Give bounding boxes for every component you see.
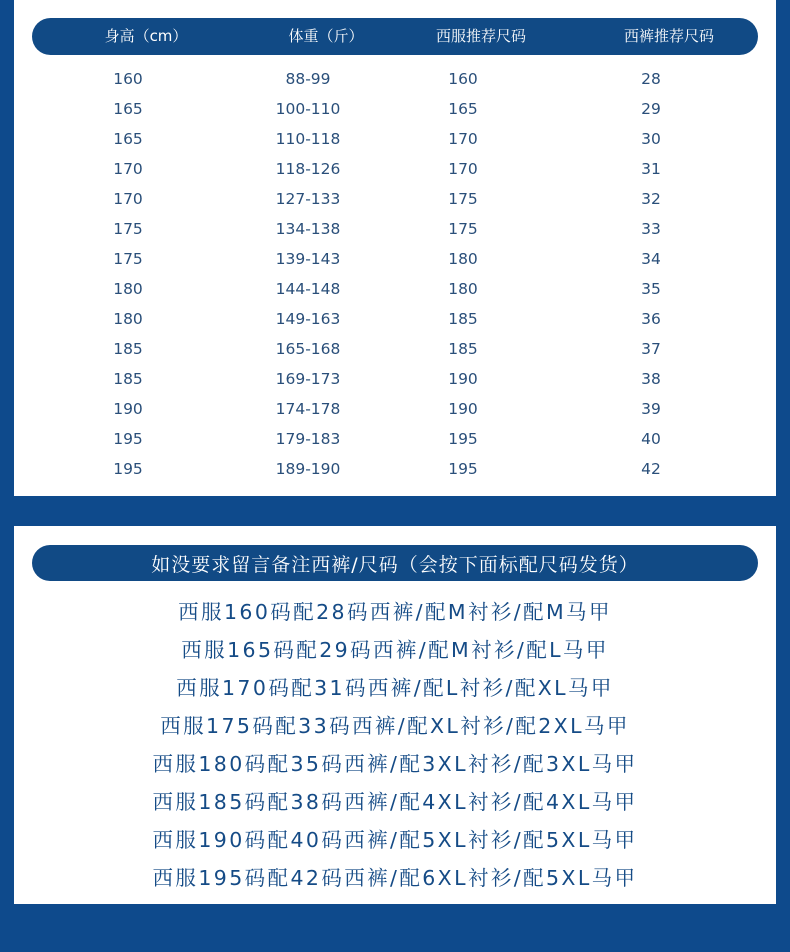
cell-weight: 134-138: [275, 220, 341, 238]
cell-suit-size: 175: [448, 190, 478, 208]
cell-height: 195: [113, 430, 143, 448]
header-weight: 体重（斤）: [288, 27, 364, 45]
cell-trouser-size: 36: [641, 310, 661, 328]
cell-height: 170: [113, 190, 143, 208]
cell-trouser-size: 29: [641, 100, 661, 118]
cell-trouser-size: 31: [641, 160, 661, 178]
cell-trouser-size: 40: [641, 430, 661, 448]
pairing-panel: [14, 526, 776, 904]
cell-weight: 127-133: [275, 190, 341, 208]
pairing-line: 西服160码配28码西裤/配M衬衫/配M马甲: [178, 600, 612, 624]
cell-height: 195: [113, 460, 143, 478]
cell-weight: 189-190: [275, 460, 341, 478]
size-table-panel: [14, 0, 776, 496]
cell-suit-size: 185: [448, 340, 478, 358]
size-table-header: [32, 18, 758, 55]
table-row: [14, 244, 776, 274]
cell-trouser-size: 37: [641, 340, 661, 358]
pairing-title: 如没要求留言备注西裤/尺码（会按下面标配尺码发货）: [32, 545, 758, 581]
cell-height: 185: [113, 340, 143, 358]
cell-height: 160: [113, 70, 143, 88]
table-row: [14, 124, 776, 154]
cell-suit-size: 190: [448, 400, 478, 418]
cell-suit-size: 165: [448, 100, 478, 118]
cell-height: 175: [113, 220, 143, 238]
table-row: [14, 274, 776, 304]
cell-trouser-size: 42: [641, 460, 661, 478]
cell-suit-size: 170: [448, 160, 478, 178]
pairing-line: 西服180码配35码西裤/配3XL衬衫/配3XL马甲: [152, 752, 638, 776]
cell-weight: 88-99: [285, 70, 331, 88]
table-row: [14, 184, 776, 214]
cell-trouser-size: 35: [641, 280, 661, 298]
pairing-list: [14, 593, 776, 897]
cell-weight: 165-168: [275, 340, 341, 358]
table-row: [14, 94, 776, 124]
cell-height: 165: [113, 130, 143, 148]
table-row: [14, 334, 776, 364]
size-table-body: [14, 64, 776, 484]
table-row: [14, 64, 776, 94]
pairing-line: 西服170码配31码西裤/配L衬衫/配XL马甲: [176, 676, 614, 700]
cell-height: 180: [113, 280, 143, 298]
table-row: [14, 364, 776, 394]
header-height: 身高（cm）: [104, 27, 188, 45]
cell-trouser-size: 34: [641, 250, 661, 268]
cell-trouser-size: 33: [641, 220, 661, 238]
header-suit-size: 西服推荐尺码: [435, 27, 526, 45]
cell-suit-size: 170: [448, 130, 478, 148]
cell-height: 185: [113, 370, 143, 388]
table-row: [14, 214, 776, 244]
cell-trouser-size: 39: [641, 400, 661, 418]
cell-suit-size: 175: [448, 220, 478, 238]
cell-suit-size: 195: [448, 430, 478, 448]
header-trouser-size: 西裤推荐尺码: [623, 27, 714, 45]
table-row: [14, 304, 776, 334]
cell-weight: 100-110: [275, 100, 341, 118]
cell-weight: 149-163: [275, 310, 341, 328]
cell-weight: 110-118: [275, 130, 341, 148]
cell-suit-size: 180: [448, 250, 478, 268]
cell-trouser-size: 28: [641, 70, 661, 88]
cell-height: 175: [113, 250, 143, 268]
cell-weight: 139-143: [275, 250, 341, 268]
pairing-line: 西服175码配33码西裤/配XL衬衫/配2XL马甲: [160, 714, 630, 738]
table-row: [14, 154, 776, 184]
pairing-line: 西服190码配40码西裤/配5XL衬衫/配5XL马甲: [152, 828, 638, 852]
cell-trouser-size: 30: [641, 130, 661, 148]
table-row: [14, 454, 776, 484]
cell-weight: 174-178: [275, 400, 341, 418]
cell-suit-size: 195: [448, 460, 478, 478]
pairing-line: 西服185码配38码西裤/配4XL衬衫/配4XL马甲: [152, 790, 638, 814]
table-row: [14, 394, 776, 424]
cell-suit-size: 185: [448, 310, 478, 328]
cell-weight: 144-148: [275, 280, 341, 298]
pairing-line: 西服195码配42码西裤/配6XL衬衫/配5XL马甲: [152, 866, 638, 890]
cell-weight: 169-173: [275, 370, 341, 388]
table-row: [14, 424, 776, 454]
cell-trouser-size: 32: [641, 190, 661, 208]
cell-weight: 179-183: [275, 430, 341, 448]
cell-suit-size: 160: [448, 70, 478, 88]
cell-suit-size: 180: [448, 280, 478, 298]
cell-height: 190: [113, 400, 143, 418]
cell-weight: 118-126: [275, 160, 341, 178]
cell-height: 180: [113, 310, 143, 328]
cell-trouser-size: 38: [641, 370, 661, 388]
pairing-line: 西服165码配29码西裤/配M衬衫/配L马甲: [181, 638, 609, 662]
cell-height: 165: [113, 100, 143, 118]
cell-suit-size: 190: [448, 370, 478, 388]
cell-height: 170: [113, 160, 143, 178]
